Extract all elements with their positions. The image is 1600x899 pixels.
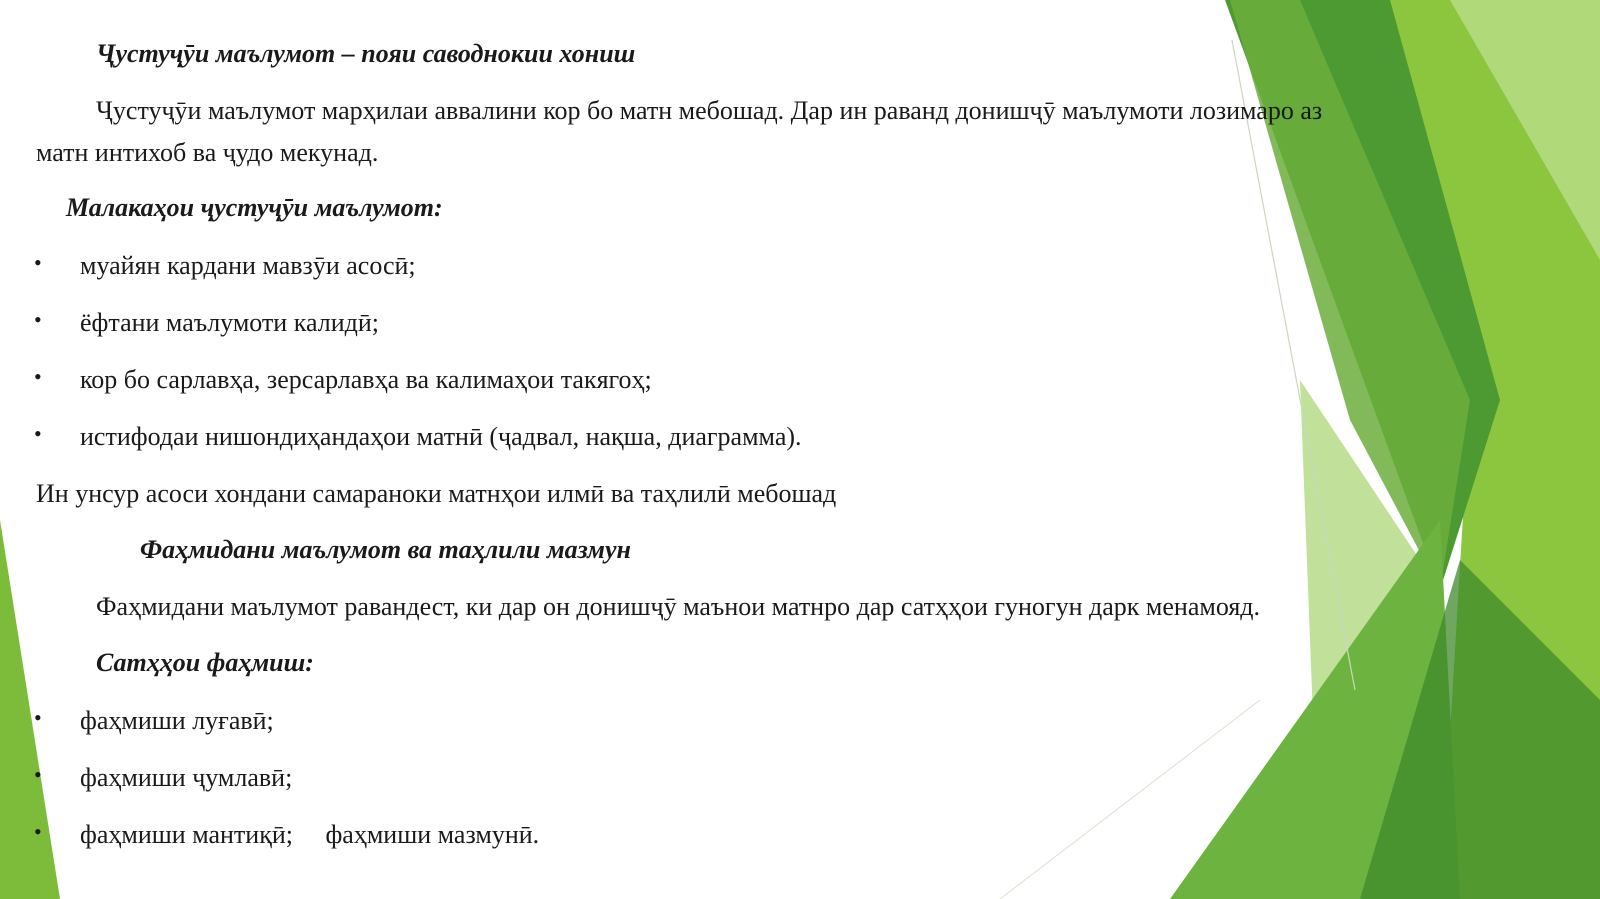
bullet-marker: •	[34, 307, 42, 332]
list-item: муайян кардани мавзӯи асосӣ;	[80, 251, 416, 280]
bullet-marker: •	[34, 250, 42, 275]
bullet-marker: •	[34, 762, 42, 787]
heading-comprehension-levels: Сатҳҳои фаҳмиш:	[96, 648, 314, 677]
list-item: ёфтани маълумоти калидӣ;	[80, 308, 379, 337]
paragraph-summary: Ин унсур асоси хондани самараноки матнҳои илмӣ ва таҳлилӣ мебошад	[36, 479, 837, 508]
list-item: истифодаи нишондиҳандаҳои матнӣ (ҷадвал, нақша, диаграмма).	[80, 422, 802, 451]
paragraph-intro-line-2: матн интихоб ва ҷудо мекунад.	[36, 138, 379, 167]
heading-search-skills: Малакаҳои ҷустуҷӯи маълумот:	[66, 193, 443, 222]
heading-understanding-analysis: Фаҳмидани маълумот ва таҳлили мазмун	[140, 535, 631, 564]
bullet-marker: •	[34, 705, 42, 730]
bullet-marker: •	[34, 819, 42, 844]
bullet-marker: •	[34, 364, 42, 389]
heading-information-search: Ҷустуҷӯи маълумот – пояи саводнокии хониш	[96, 39, 636, 68]
list-item: фаҳмиши мантиқӣ; фаҳмиши мазмунӣ.	[80, 820, 540, 849]
paragraph-understanding: Фаҳмидани маълумот равандест, ки дар он донишҷӯ маънои матнро дар сатҳҳои гуногун дарк менамояд.	[96, 592, 1261, 621]
list-item: кор бо сарлавҳа, зерсарлавҳа ва калимаҳои такягоҳ;	[80, 365, 652, 394]
list-item: фаҳмиши луғавӣ;	[80, 706, 274, 735]
bullet-marker: •	[34, 421, 42, 446]
paragraph-intro-line-1: Ҷустуҷӯи маълумот марҳилаи аввалини кор бо матн мебошад. Дар ин раванд донишҷӯ маълумоти лозимаро аз	[96, 96, 1323, 125]
list-item: фаҳмиши ҷумлавӣ;	[80, 763, 293, 792]
